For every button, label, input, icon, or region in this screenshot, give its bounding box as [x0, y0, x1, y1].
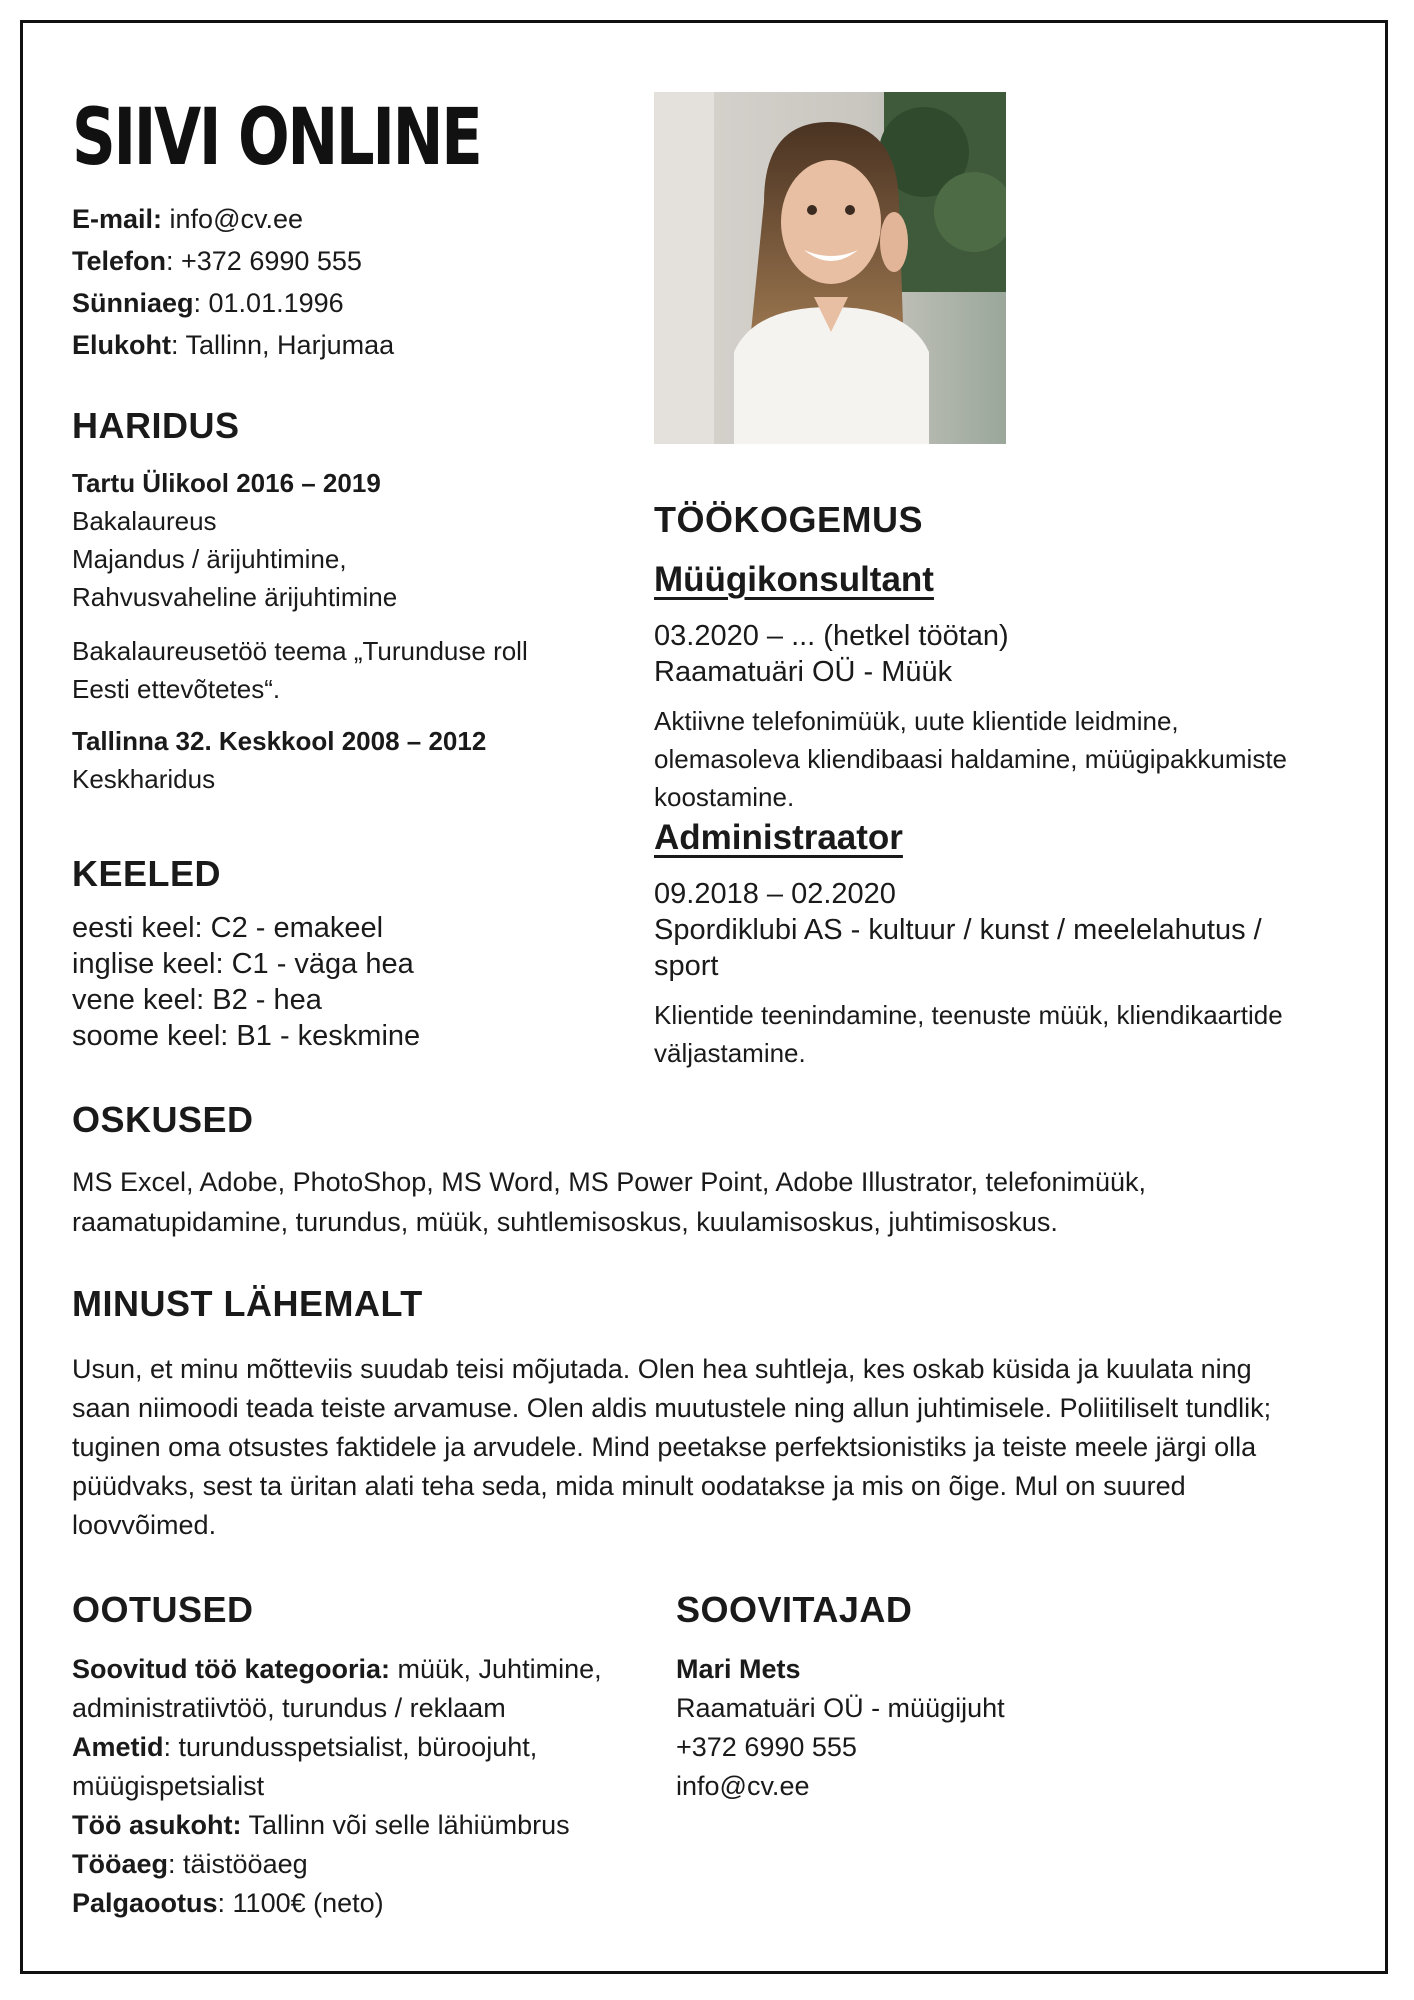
job-description: väljastamine. — [654, 1038, 806, 1068]
contact-birthdate: Sünniaeg: 01.01.1996 — [72, 288, 344, 318]
about-line: saan niimoodi teada teiste arvamuse. Olen aldis muutustele ning allun juhtimisele. Poliitiliselt tundlik; — [72, 1393, 1272, 1423]
contact-block — [72, 198, 394, 366]
portrait-photo-icon — [654, 92, 1006, 444]
languages-list — [72, 910, 420, 1054]
experience-heading: TÖÖKOGEMUS — [654, 499, 924, 540]
education-line: Bakalaureus — [72, 506, 217, 536]
education-line: Eesti ettevõtetes“. — [72, 674, 281, 704]
about-line: loovvõimed. — [72, 1510, 217, 1540]
skills-line: raamatupidamine, turundus, müük, suhtlemisoskus, kuulamisoskus, juhtimisoskus. — [72, 1207, 1058, 1237]
experience-section — [654, 558, 1354, 1072]
expectations-worktime: Tööaeg: täistööaeg — [72, 1849, 308, 1879]
page-title: SIIVI ONLINE — [72, 93, 481, 183]
education-section — [72, 464, 592, 798]
about-line: püüdvaks, sest ta üritan alati teha seda, mida minult oodatakse ja mis on õige. Mul on suured — [72, 1471, 1186, 1501]
job-description: olemasoleva kliendibaasi haldamine, müügipakkumiste — [654, 744, 1288, 774]
about-line: Usun, et minu mõtteviis suudab teisi mõjutada. Olen hea suhtleja, kes oskab küsida ja kuulata ning — [72, 1354, 1252, 1384]
job-description: koostamine. — [654, 782, 795, 812]
skills-text — [72, 1162, 1362, 1242]
expectations-heading: OOTUSED — [72, 1589, 254, 1630]
skills-heading: OSKUSED — [72, 1099, 254, 1140]
expectations-salary: Palgaootus: 1100€ (neto) — [72, 1888, 384, 1918]
references-heading: SOOVITAJAD — [676, 1589, 913, 1630]
list-item: inglise keel: C1 - väga hea — [72, 948, 414, 980]
about-line: tuginen oma otsustes faktidele ja arvudele. Mind peetakse perfektsionistiks ja teiste meele järgi olla — [72, 1432, 1257, 1462]
about-heading: MINUST LÄHEMALT — [72, 1283, 423, 1324]
expectations-positions: Ametid: turundusspetsialist, büroojuht, — [72, 1732, 538, 1762]
expectations-category: Soovitud töö kategooria: müük, Juhtimine, — [72, 1654, 602, 1684]
education-title: Tartu Ülikool 2016 – 2019 — [72, 468, 381, 498]
job-title: Müügikonsultant — [654, 560, 934, 599]
list-item: eesti keel: C2 - emakeel — [72, 912, 384, 944]
education-line: Rahvusvaheline ärijuhtimine — [72, 582, 398, 612]
reference-name: Mari Mets — [676, 1654, 801, 1684]
education-line: Bakalaureusetöö teema „Turunduse roll — [72, 636, 528, 666]
expectations-category-cont: administratiivtöö, turundus / reklaam — [72, 1693, 506, 1723]
list-item: vene keel: B2 - hea — [72, 984, 322, 1016]
job-company: Raamatuäri OÜ - Müük — [654, 656, 953, 688]
languages-heading: KEELED — [72, 853, 222, 894]
reference-line: +372 6990 555 — [676, 1732, 857, 1762]
education-line: Majandus / ärijuhtimine, — [72, 544, 347, 574]
contact-phone: Telefon: +372 6990 555 — [72, 246, 362, 276]
job-title: Administraator — [654, 818, 903, 857]
skills-line: MS Excel, Adobe, PhotoShop, MS Word, MS Power Point, Adobe Illustrator, telefonimüük, — [72, 1167, 1147, 1197]
contact-email: E-mail: info@cv.ee — [72, 204, 304, 234]
expectations-section — [72, 1650, 672, 1923]
job-description: Aktiivne telefonimüük, uute klientide leidmine, — [654, 706, 1179, 736]
contact-location: Elukoht: Tallinn, Harjumaa — [72, 330, 395, 360]
education-line: Keskharidus — [72, 764, 216, 794]
portrait-photo — [654, 92, 1006, 444]
education-heading: HARIDUS — [72, 405, 240, 446]
job-dates: 09.2018 – 02.2020 — [654, 878, 896, 910]
expectations-location: Töö asukoht: Tallinn või selle lähiümbrus — [72, 1810, 570, 1840]
about-text — [72, 1350, 1372, 1545]
expectations-positions-cont: müügispetsialist — [72, 1771, 265, 1801]
education-title: Tallinna 32. Keskkool 2008 – 2012 — [72, 726, 487, 756]
reference-line: Raamatuäri OÜ - müügijuht — [676, 1693, 1005, 1723]
job-description: Klientide teenindamine, teenuste müük, kliendikaartide — [654, 1000, 1283, 1030]
references-section — [676, 1650, 1276, 1806]
job-company: Spordiklubi AS - kultuur / kunst / meelelahutus / — [654, 914, 1262, 946]
reference-line: info@cv.ee — [676, 1771, 810, 1801]
list-item: soome keel: B1 - keskmine — [72, 1020, 421, 1052]
job-dates: 03.2020 – ... (hetkel töötan) — [654, 620, 1009, 652]
job-company: sport — [654, 950, 719, 982]
